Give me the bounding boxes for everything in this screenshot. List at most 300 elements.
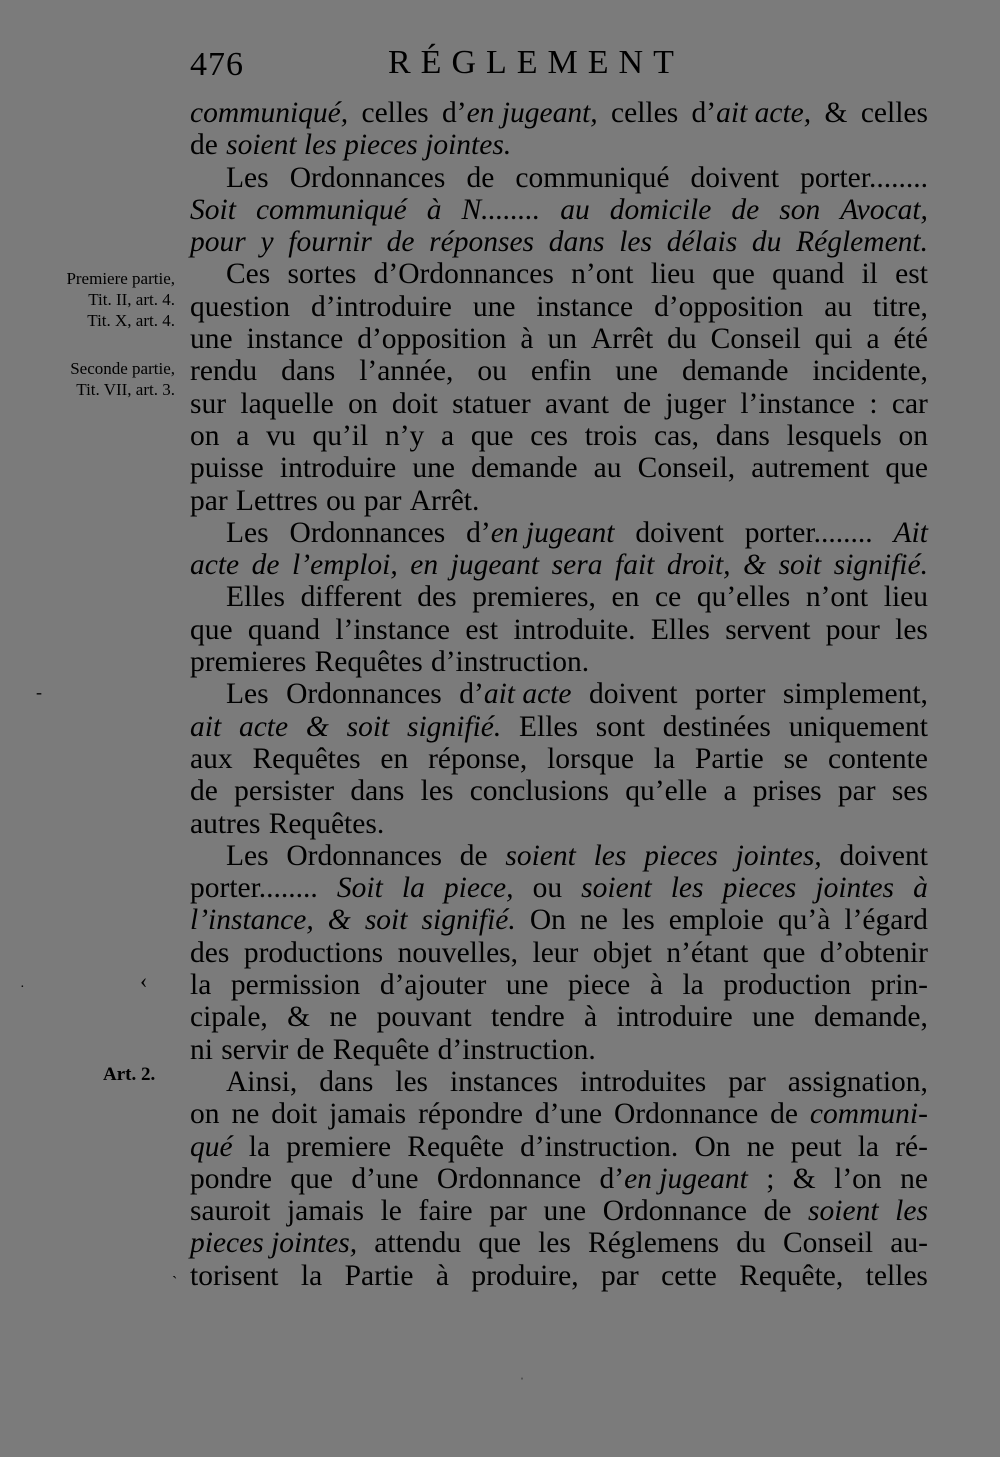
word: communiqué bbox=[515, 161, 670, 194]
word: production bbox=[723, 969, 852, 1002]
word: ne bbox=[579, 904, 608, 937]
word: instance bbox=[246, 323, 344, 356]
word: une bbox=[615, 355, 658, 388]
word-group bbox=[466, 517, 614, 549]
word: droit, bbox=[666, 549, 731, 582]
word: les bbox=[621, 904, 655, 937]
word: on bbox=[190, 419, 220, 452]
word: a bbox=[723, 775, 737, 808]
word: cas, bbox=[653, 419, 700, 452]
word: puisse bbox=[190, 452, 264, 485]
word: dans bbox=[548, 226, 605, 259]
word: l’on bbox=[834, 1162, 882, 1195]
word: doit bbox=[271, 1098, 318, 1131]
word: Avocat, bbox=[840, 193, 928, 226]
word: Ordonnance bbox=[602, 1195, 747, 1228]
word: un bbox=[547, 323, 577, 356]
stray-mark: ˈ bbox=[520, 1375, 524, 1389]
word: ne bbox=[329, 1001, 358, 1034]
word: torisent bbox=[190, 1259, 279, 1292]
word: uniquement bbox=[788, 710, 928, 743]
word: pour bbox=[190, 226, 246, 259]
word: une bbox=[412, 452, 455, 485]
word: à bbox=[649, 969, 663, 1002]
text-line bbox=[190, 775, 928, 807]
word: les bbox=[619, 226, 652, 259]
word-group bbox=[459, 678, 571, 710]
word: : bbox=[869, 387, 878, 420]
word: soit bbox=[346, 710, 390, 743]
word: ni bbox=[190, 1033, 213, 1066]
page-number: 476 bbox=[190, 46, 244, 83]
word-group bbox=[442, 97, 598, 129]
word: du bbox=[736, 1227, 766, 1260]
word: Partie bbox=[344, 1259, 414, 1292]
word: n’ont bbox=[571, 258, 634, 291]
word: Requêtes. bbox=[268, 807, 385, 840]
word: les bbox=[895, 1195, 928, 1228]
word: signifié. bbox=[407, 710, 502, 743]
word: des bbox=[417, 581, 457, 614]
word: en bbox=[410, 549, 439, 582]
text-line bbox=[190, 1034, 928, 1066]
word: sortes bbox=[287, 258, 357, 291]
word: la bbox=[857, 1130, 880, 1163]
word: porter........ bbox=[190, 872, 318, 905]
word: lieu bbox=[650, 258, 695, 291]
word: prises bbox=[752, 775, 822, 808]
word: Elles bbox=[519, 710, 579, 743]
word: Ordonnances bbox=[286, 839, 442, 872]
word: au bbox=[824, 290, 853, 323]
word: Ces bbox=[226, 258, 271, 291]
word: jugeant bbox=[450, 549, 540, 582]
word: sont bbox=[595, 710, 645, 743]
word: celles bbox=[611, 97, 679, 129]
word: que bbox=[712, 258, 755, 291]
word: par bbox=[601, 1259, 639, 1292]
word: lesquels bbox=[786, 419, 882, 452]
word: d’une bbox=[534, 1098, 603, 1131]
word: soit bbox=[778, 549, 822, 582]
word: jamais bbox=[329, 1098, 407, 1131]
word: on bbox=[190, 1098, 220, 1131]
word: jointes bbox=[815, 872, 895, 905]
word: & bbox=[287, 1001, 311, 1034]
word: d’ bbox=[599, 1162, 625, 1195]
word: different bbox=[300, 581, 402, 614]
word: l’année, bbox=[359, 355, 454, 388]
word: Ordonnances bbox=[289, 161, 446, 194]
word: ait acte bbox=[483, 678, 572, 711]
word: Ordonnance bbox=[614, 1098, 759, 1131]
word: Les bbox=[226, 516, 269, 549]
word: servir bbox=[221, 1033, 289, 1066]
word: de bbox=[190, 775, 218, 808]
word: on bbox=[348, 387, 378, 420]
word: n’étant bbox=[666, 936, 749, 969]
word: soient bbox=[581, 872, 652, 905]
word: car bbox=[891, 387, 928, 420]
word: celles bbox=[361, 97, 429, 129]
word: demande bbox=[681, 355, 789, 388]
word: permission bbox=[230, 969, 361, 1002]
word: d’introduire bbox=[310, 290, 452, 323]
word: la bbox=[248, 1130, 271, 1163]
margin-note-references-1 bbox=[66, 268, 175, 331]
word: dans bbox=[715, 419, 770, 452]
word: Partie bbox=[694, 742, 764, 775]
word: vu bbox=[266, 419, 296, 452]
text-line bbox=[190, 162, 928, 194]
word: ses bbox=[891, 775, 928, 808]
word: réponses bbox=[429, 226, 535, 259]
word: On bbox=[529, 904, 566, 937]
word: en jugeant, bbox=[466, 97, 598, 129]
word: au bbox=[560, 193, 590, 226]
word: & bbox=[824, 97, 848, 129]
word: avant bbox=[545, 387, 609, 420]
body-text bbox=[190, 97, 928, 1292]
word: & bbox=[792, 1162, 816, 1195]
word: à bbox=[520, 323, 534, 356]
word: communiqué bbox=[255, 193, 407, 226]
word: Requête bbox=[332, 1033, 430, 1066]
word: réponse, bbox=[428, 742, 528, 775]
word: sauroit bbox=[190, 1195, 271, 1228]
word: que bbox=[762, 936, 806, 969]
word: Ordonnance bbox=[436, 1162, 582, 1195]
word: simplement, bbox=[782, 678, 928, 711]
text-line bbox=[190, 646, 928, 678]
word: ou bbox=[326, 484, 356, 517]
word: prin- bbox=[870, 969, 928, 1002]
word: du bbox=[751, 226, 782, 259]
margin-note-line: Seconde partie, bbox=[70, 359, 175, 378]
word: qué bbox=[190, 1130, 233, 1163]
running-title: RÉGLEMENT bbox=[388, 44, 684, 81]
word: en jugeant bbox=[624, 1162, 748, 1195]
word: laquelle bbox=[240, 387, 334, 420]
word: Elles bbox=[226, 581, 285, 614]
word: autrement bbox=[751, 452, 870, 485]
text-line bbox=[190, 129, 928, 161]
word: les bbox=[670, 872, 704, 905]
word: de bbox=[466, 161, 495, 194]
word: de bbox=[296, 1033, 325, 1066]
word: On bbox=[694, 1130, 731, 1163]
word: qu’elles bbox=[696, 581, 791, 614]
word: Arrêt bbox=[590, 323, 654, 356]
word: que bbox=[470, 419, 514, 452]
word: leur bbox=[532, 936, 579, 969]
word: de bbox=[763, 1195, 792, 1228]
word: sera bbox=[551, 549, 603, 582]
word: pieces bbox=[722, 872, 797, 905]
margin-note-references-2 bbox=[70, 358, 175, 400]
word: d’opposition bbox=[357, 323, 507, 356]
word: par bbox=[728, 1065, 766, 1098]
word: Ainsi, bbox=[226, 1065, 298, 1098]
word: de bbox=[190, 129, 218, 162]
word: destinées bbox=[662, 710, 771, 743]
word: une bbox=[190, 323, 233, 356]
word: la bbox=[401, 872, 425, 905]
text-line bbox=[190, 1131, 928, 1163]
word: Réglement. bbox=[796, 226, 928, 259]
word: titre, bbox=[873, 290, 928, 323]
word: à bbox=[913, 872, 928, 905]
text-line bbox=[190, 194, 928, 226]
word: objet bbox=[592, 936, 652, 969]
word: de bbox=[770, 1098, 798, 1131]
word: qu’il bbox=[312, 419, 369, 452]
word: son bbox=[779, 193, 821, 226]
word: délais bbox=[666, 226, 738, 259]
margin-note-article-ref: Art. 2. bbox=[103, 1064, 156, 1085]
text-line bbox=[190, 969, 928, 1001]
word: Ordonnances bbox=[286, 678, 442, 711]
text-line bbox=[190, 420, 928, 452]
word: ré- bbox=[895, 1130, 928, 1163]
word: Elles bbox=[650, 613, 710, 646]
word: les bbox=[895, 613, 928, 646]
word: porter bbox=[694, 678, 766, 711]
margin-note-line: Tit. X, art. 4. bbox=[87, 311, 175, 330]
word: emploie bbox=[668, 904, 764, 937]
word: statuer bbox=[452, 387, 531, 420]
word: d’obtenir bbox=[819, 936, 928, 969]
word: faire bbox=[418, 1195, 473, 1228]
word: ou bbox=[477, 355, 507, 388]
word: Requêtes bbox=[252, 742, 361, 775]
word: la bbox=[190, 969, 212, 1002]
word: Requête, bbox=[739, 1259, 844, 1292]
text-line bbox=[190, 808, 928, 840]
word: porter........ bbox=[744, 516, 873, 549]
text-line bbox=[190, 1066, 928, 1098]
margin-note-line: Tit. VII, art. 3. bbox=[76, 380, 175, 399]
word: une bbox=[752, 1001, 795, 1034]
word: été bbox=[893, 323, 928, 356]
word: premieres bbox=[190, 646, 307, 679]
word: les bbox=[420, 775, 454, 808]
word: piece, bbox=[443, 872, 514, 905]
word: en bbox=[380, 742, 409, 775]
word: doivent bbox=[588, 678, 678, 711]
word: doivent bbox=[839, 839, 928, 872]
word: d’instruction. bbox=[430, 646, 590, 679]
word: doit bbox=[391, 387, 438, 420]
word: répondre bbox=[418, 1098, 523, 1131]
word: la bbox=[653, 742, 676, 775]
word: fait bbox=[615, 549, 655, 582]
word: qu’elle bbox=[625, 775, 708, 808]
word: domicile bbox=[609, 193, 712, 226]
word: à bbox=[426, 193, 442, 226]
word: & bbox=[327, 904, 351, 937]
word: au- bbox=[890, 1227, 928, 1260]
word: une bbox=[505, 969, 549, 1002]
text-line bbox=[190, 743, 928, 775]
word-group bbox=[599, 1163, 747, 1195]
word: a bbox=[866, 323, 880, 356]
word: d’ bbox=[459, 678, 484, 711]
word: demande bbox=[471, 452, 578, 485]
word: demande, bbox=[814, 1001, 928, 1034]
word: il bbox=[861, 258, 878, 291]
text-line bbox=[190, 291, 928, 323]
word: soient les pieces jointes. bbox=[226, 129, 512, 162]
word: ce bbox=[655, 581, 682, 614]
text-line bbox=[190, 1001, 928, 1033]
word: que bbox=[190, 613, 233, 646]
word: autres bbox=[190, 807, 261, 840]
word: ne bbox=[746, 1130, 775, 1163]
word: tendre bbox=[490, 1001, 565, 1034]
word: ait bbox=[190, 710, 222, 743]
word: ; bbox=[766, 1162, 775, 1195]
text-line bbox=[190, 226, 928, 258]
word: l’instance, bbox=[190, 904, 314, 937]
word: Conseil bbox=[710, 323, 801, 356]
word: pieces bbox=[644, 839, 718, 872]
text-line bbox=[190, 258, 928, 290]
text-line bbox=[190, 840, 928, 872]
word: les bbox=[538, 1227, 571, 1260]
word: de bbox=[623, 387, 652, 420]
text-line bbox=[190, 678, 928, 710]
word: les bbox=[593, 839, 627, 872]
word: d’instruction. bbox=[437, 1033, 596, 1066]
word: Requêtes bbox=[314, 646, 423, 679]
text-line bbox=[190, 355, 928, 387]
word: la bbox=[300, 1259, 323, 1292]
word: jamais bbox=[286, 1195, 364, 1228]
word: & bbox=[305, 710, 329, 743]
word: d’une bbox=[351, 1162, 419, 1195]
word: soient bbox=[505, 839, 576, 872]
word: introduire bbox=[279, 452, 397, 485]
word: le bbox=[380, 1195, 402, 1228]
word: trois bbox=[584, 419, 638, 452]
word: soit bbox=[364, 904, 408, 937]
word: qu’à bbox=[777, 904, 831, 937]
word: Les bbox=[226, 839, 269, 872]
word: que bbox=[478, 1227, 521, 1260]
word: Soit bbox=[190, 193, 236, 226]
word: par bbox=[837, 775, 876, 808]
word: doivent bbox=[690, 161, 780, 194]
word: communi- bbox=[809, 1098, 928, 1131]
word: pour bbox=[825, 613, 880, 646]
word: conclusions bbox=[469, 775, 609, 808]
text-line bbox=[190, 1163, 928, 1195]
word: porter........ bbox=[800, 161, 928, 194]
word: en jugeant bbox=[490, 516, 615, 549]
text-line bbox=[190, 323, 928, 355]
word: à bbox=[584, 1001, 598, 1034]
word: d’ajouter bbox=[379, 969, 487, 1002]
word: rendu bbox=[190, 355, 258, 388]
word: d’ bbox=[691, 97, 717, 129]
word: de bbox=[251, 549, 280, 582]
word: aux bbox=[190, 742, 233, 775]
word: ne bbox=[231, 1098, 260, 1131]
word: par bbox=[363, 484, 402, 517]
word: de bbox=[386, 226, 415, 259]
word: des bbox=[190, 936, 230, 969]
word-group bbox=[692, 97, 812, 129]
word: l’instance bbox=[740, 387, 856, 420]
word: lorsque bbox=[547, 742, 634, 775]
stray-mark: · bbox=[20, 980, 25, 995]
word: ces bbox=[530, 419, 568, 452]
word: par bbox=[489, 1195, 527, 1228]
word: est bbox=[465, 613, 499, 646]
word: celles bbox=[860, 97, 928, 129]
word: productions bbox=[243, 936, 384, 969]
word: par bbox=[190, 484, 228, 517]
word: pondre bbox=[190, 1162, 272, 1195]
word: soient bbox=[808, 1195, 879, 1228]
word: Réglemens bbox=[588, 1227, 720, 1260]
word: attendu bbox=[374, 1227, 462, 1260]
word: enfin bbox=[530, 355, 592, 388]
word: d’ bbox=[442, 97, 467, 129]
word: en bbox=[611, 581, 640, 614]
text-line bbox=[190, 549, 928, 581]
word: du bbox=[667, 323, 697, 356]
word: quand bbox=[247, 613, 321, 646]
text-line bbox=[190, 614, 928, 646]
word: d’Ordonnances bbox=[373, 258, 554, 291]
word: incidente, bbox=[812, 355, 928, 388]
word: assignation, bbox=[787, 1065, 928, 1098]
text-line bbox=[190, 452, 928, 484]
word: signifié. bbox=[833, 549, 928, 582]
word: juger bbox=[665, 387, 727, 420]
word: pieces jointes, bbox=[190, 1227, 358, 1260]
word: de bbox=[459, 839, 488, 872]
text-line bbox=[190, 1098, 928, 1130]
word: Conseil, bbox=[637, 452, 736, 485]
text-line bbox=[190, 1227, 928, 1259]
word: Ordonnances bbox=[289, 516, 446, 549]
word: ait acte, bbox=[716, 97, 812, 129]
word: l’emploi, bbox=[292, 549, 398, 582]
word: lieu bbox=[883, 581, 928, 614]
word: piece bbox=[568, 969, 631, 1002]
word: telles bbox=[865, 1259, 928, 1292]
word: contente bbox=[827, 742, 928, 775]
word: doivent bbox=[635, 516, 724, 549]
text-line bbox=[190, 937, 928, 969]
word: jointes, bbox=[735, 839, 822, 872]
word: que bbox=[290, 1162, 333, 1195]
word: ne bbox=[900, 1162, 928, 1195]
word: premiere bbox=[286, 1130, 392, 1163]
stray-mark: ‹ bbox=[140, 968, 148, 993]
word: acte bbox=[190, 549, 240, 582]
word: on bbox=[898, 419, 928, 452]
word: servent bbox=[725, 613, 811, 646]
word: Les bbox=[226, 678, 269, 711]
word: que bbox=[885, 452, 928, 485]
word: a bbox=[236, 419, 250, 452]
word: fournir bbox=[288, 226, 372, 259]
word: d’ bbox=[466, 516, 491, 549]
